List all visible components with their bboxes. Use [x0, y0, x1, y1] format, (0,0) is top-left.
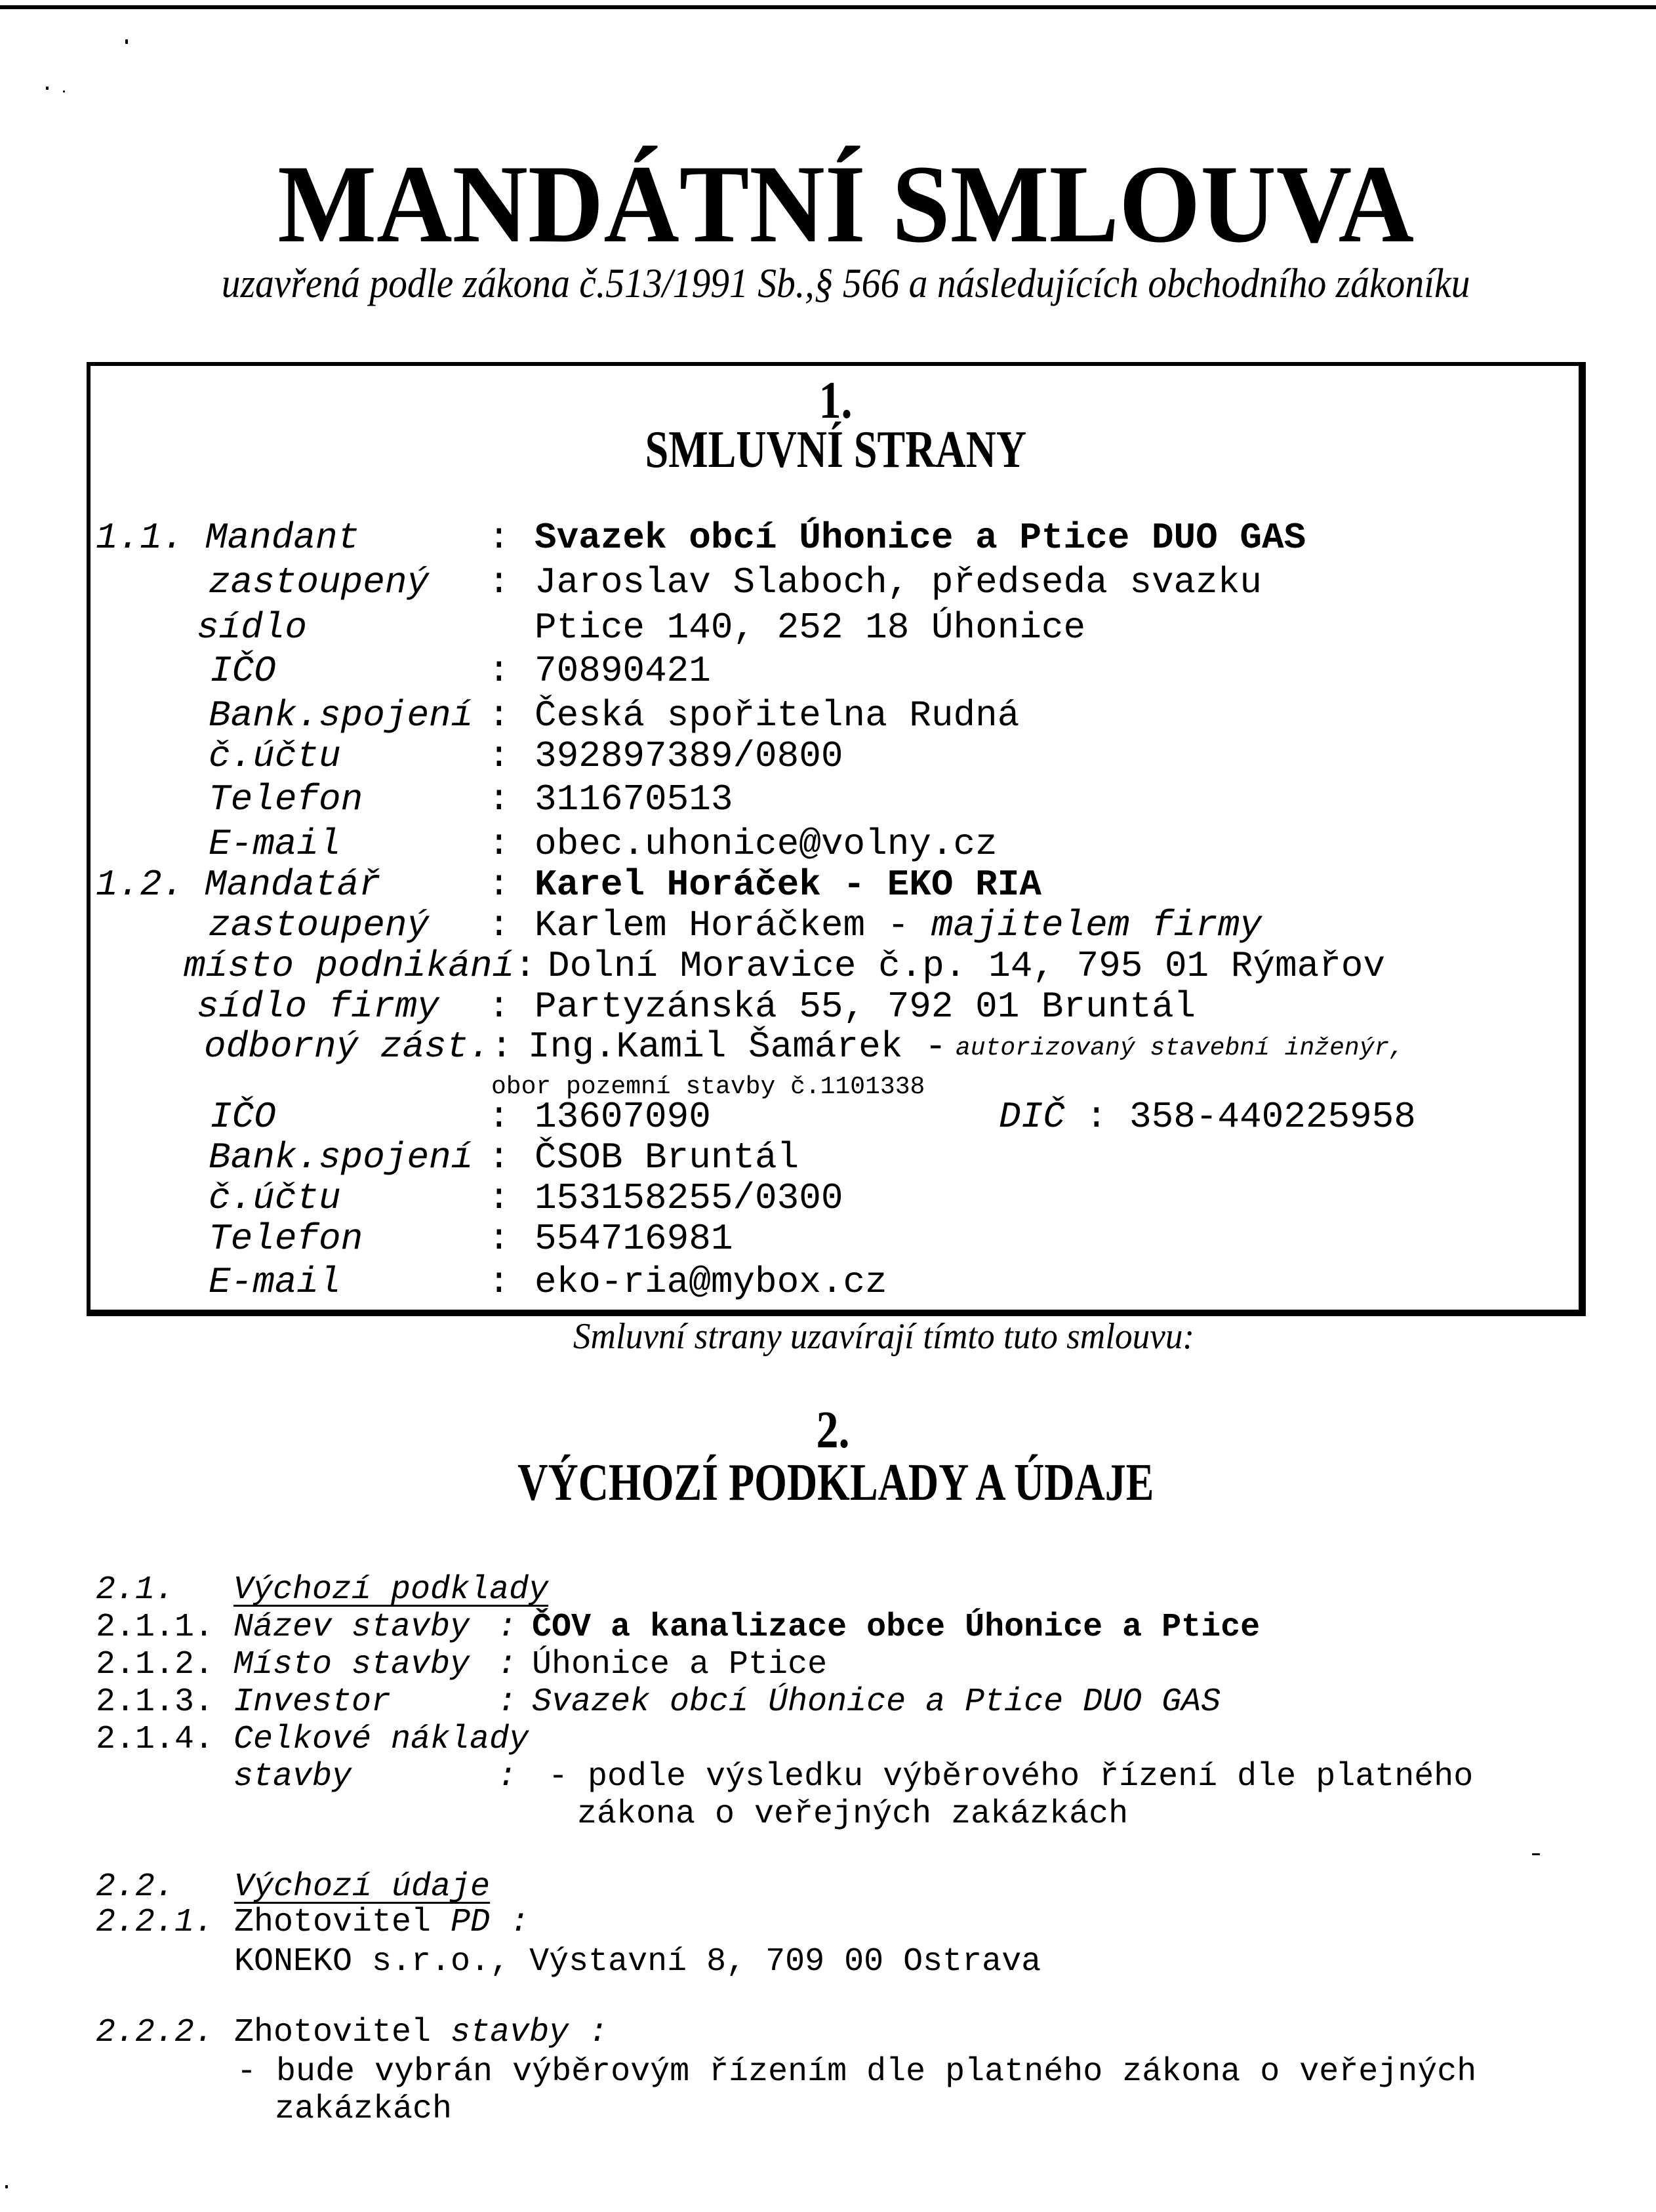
field-separator: : — [514, 945, 536, 987]
field-value: zákona o veřejných zakázkách — [577, 1796, 1129, 1833]
party-row — [0, 561, 1656, 603]
field-value: obec.uhonice@volny.cz — [535, 823, 998, 865]
basis-row-continuation — [0, 1758, 1656, 1796]
party-row — [0, 1261, 1656, 1303]
party-row — [0, 986, 1656, 1028]
field-label: Bank.spojení — [209, 1136, 474, 1178]
field-label: Telefon — [209, 778, 363, 820]
section-2-heading — [0, 1454, 1656, 1512]
field-label: odborný zást. — [204, 1026, 491, 1068]
field-separator: : — [488, 1096, 510, 1138]
clause-number: 2.1.4. — [96, 1721, 214, 1758]
basis-row-continuation — [0, 1798, 1656, 1831]
field-separator: : — [488, 823, 510, 865]
party-row — [0, 735, 1656, 777]
party-row — [0, 1136, 1656, 1178]
top-rule — [0, 5, 1656, 9]
field-value: 153158255/0300 — [535, 1177, 843, 1219]
section-2-heading-text: VÝCHOZÍ PODKLADY A ÚDAJE — [517, 1454, 1154, 1512]
field-value — [535, 904, 1262, 946]
field-label: Telefon — [209, 1218, 363, 1260]
section-1-heading-text: SMLUVNÍ STRANY — [645, 421, 1026, 479]
field-label-em: stavby : — [431, 2014, 609, 2051]
field-separator: : — [488, 1136, 510, 1178]
clause-number: 1.2. — [96, 864, 184, 906]
party-row-mandant — [0, 517, 1656, 559]
field-value: - bude vybrán výběrovým řízením dle platného zákona o veřejných — [237, 2053, 1477, 2091]
field-separator: : — [488, 650, 510, 692]
clause-number: 2.1.1. — [96, 1609, 214, 1646]
field-label: zastoupený — [209, 561, 430, 603]
field-value: ČSOB Bruntál — [535, 1136, 799, 1178]
field-value-note: majitelem firmy — [931, 904, 1262, 946]
field-value-continuation: obor pozemní stavby č.1101338 — [491, 1073, 925, 1101]
document-title-text: MANDÁTNÍ SMLOUVA — [277, 142, 1415, 266]
field-label: sídlo firmy — [197, 986, 439, 1028]
party-row — [0, 778, 1656, 820]
field-value: 554716981 — [535, 1218, 733, 1260]
field-label: IČO — [210, 1096, 276, 1138]
field-value: Dolní Moravice č.p. 14, 795 01 Rýmařov — [548, 945, 1386, 987]
dic-separator: : — [1085, 1096, 1108, 1138]
field-label: č.účtu — [209, 735, 341, 777]
scan-speck — [5, 2185, 8, 2188]
field-label — [234, 1906, 529, 1939]
data-row-value — [0, 1943, 1656, 1981]
field-value: Ing.Kamil Šamárek - — [528, 1026, 947, 1068]
field-label: IČO — [210, 650, 276, 692]
basis-row — [0, 1683, 1656, 1721]
party-row — [0, 650, 1656, 692]
clause-number: 1.1. — [96, 517, 184, 559]
clause-number: 2.1.3. — [96, 1683, 214, 1721]
scan-speck — [46, 87, 49, 90]
party-row — [0, 1096, 1656, 1138]
field-label: zastoupený — [209, 904, 430, 946]
field-separator: : — [491, 1026, 513, 1068]
field-label: stavby — [233, 1758, 352, 1796]
clause-number: 2.2.2. — [96, 2014, 214, 2051]
field-value: 392897389/0800 — [535, 735, 843, 777]
field-value: Úhonice a Ptice — [532, 1646, 828, 1683]
basis-row — [0, 1611, 1656, 1644]
field-value: 13607090 — [535, 1096, 711, 1138]
field-label: č.účtu — [209, 1177, 341, 1219]
field-value: Česká spořitelna Rudná — [535, 694, 1020, 736]
field-separator: : — [488, 778, 510, 820]
party-row-mandatar — [0, 864, 1656, 906]
party-row — [0, 1026, 1656, 1068]
field-label: sídlo — [197, 607, 308, 649]
field-separator: : — [488, 517, 510, 559]
document-subtitle — [0, 262, 1656, 304]
party-row — [0, 823, 1656, 865]
field-separator: : — [497, 1609, 517, 1646]
section-2-number — [0, 1401, 1656, 1459]
field-label: Mandatář — [205, 864, 381, 906]
field-separator: : — [497, 1683, 517, 1721]
document-title — [0, 142, 1656, 266]
section-1-number — [0, 372, 1656, 430]
field-label: E-mail — [209, 1261, 341, 1303]
field-value-note: autorizovaný stavební inženýr, — [956, 1034, 1405, 1062]
field-separator: : — [488, 904, 510, 946]
field-value: zakázkách — [275, 2091, 453, 2128]
subsection-heading — [0, 1571, 1656, 1609]
data-row-value — [0, 2093, 1656, 2126]
field-label: Celkové náklady — [233, 1721, 529, 1758]
field-separator: : — [488, 735, 510, 777]
section-1-heading — [0, 421, 1656, 479]
field-separator: : — [488, 986, 510, 1028]
basis-row — [0, 1646, 1656, 1683]
field-separator: : — [488, 1261, 510, 1303]
field-label: Investor — [233, 1683, 392, 1721]
scan-speck — [1532, 1853, 1540, 1855]
field-separator: : — [488, 694, 510, 736]
closing-statement — [0, 1318, 1656, 1355]
field-value: Svazek obcí Úhonice a Ptice DUO GAS — [535, 517, 1306, 559]
subsection-title: Výchozí podklady — [233, 1571, 549, 1609]
field-label: Název stavby — [233, 1609, 470, 1646]
field-value: Jaroslav Slaboch, předseda svazku — [535, 561, 1262, 603]
field-value: Partyzánská 55, 792 01 Bruntál — [535, 986, 1196, 1028]
field-label: Bank.spojení — [209, 694, 474, 736]
field-separator: : — [488, 864, 510, 906]
field-separator: : — [497, 1646, 517, 1683]
field-label-em: PD : — [431, 1904, 530, 1941]
clause-number: 2.2. — [96, 1868, 175, 1906]
field-label: místo podnikání — [184, 945, 515, 987]
data-row — [0, 2014, 1656, 2051]
field-label: Místo stavby — [233, 1646, 470, 1683]
field-label — [234, 2014, 609, 2051]
field-value: ČOV a kanalizace obce Úhonice a Ptice — [532, 1609, 1261, 1646]
section-2-number-text: 2. — [816, 1401, 850, 1459]
field-label-main: Zhotovitel — [234, 1904, 432, 1941]
field-label: Mandant — [205, 517, 360, 559]
scan-speck — [125, 39, 128, 44]
party-row — [0, 1177, 1656, 1219]
party-row — [0, 607, 1656, 649]
clause-number: 2.2.1. — [96, 1904, 214, 1941]
field-value: eko-ria@mybox.cz — [535, 1261, 887, 1303]
subsection-heading — [0, 1868, 1656, 1906]
field-separator: : — [488, 1177, 510, 1219]
party-row — [0, 694, 1656, 736]
closing-statement-text: Smluvní strany uzavírají tímto tuto smlouvu: — [573, 1316, 1195, 1357]
dic-value: 358-440225958 — [1129, 1096, 1416, 1138]
subsection-title: Výchozí údaje — [234, 1868, 491, 1906]
field-value: 70890421 — [535, 650, 711, 692]
field-value: Svazek obcí Úhonice a Ptice DUO GAS — [532, 1683, 1221, 1721]
scan-speck — [63, 90, 65, 92]
dic-label: DIČ — [999, 1096, 1065, 1138]
party-row — [0, 904, 1656, 946]
field-value-main: Karlem Horáčkem - — [535, 904, 931, 946]
section-1-number-text: 1. — [818, 372, 853, 430]
basis-row — [0, 1723, 1656, 1756]
field-value: Ptice 140, 252 18 Úhonice — [535, 607, 1086, 649]
data-row-value — [0, 2053, 1656, 2091]
party-row — [0, 1218, 1656, 1260]
clause-number: 2.1. — [96, 1571, 175, 1609]
data-row — [0, 1906, 1656, 1939]
clause-number: 2.1.2. — [96, 1646, 214, 1683]
field-value: Karel Horáček - EKO RIA — [535, 864, 1041, 906]
field-separator: : — [497, 1758, 517, 1796]
field-value: KONEKO s.r.o., Výstavní 8, 709 00 Ostrava — [234, 1943, 1041, 1981]
field-value: 311670513 — [535, 778, 733, 820]
field-separator: : — [488, 1218, 510, 1260]
field-value: - podle výsledku výběrového řízení dle platného — [548, 1758, 1474, 1796]
field-label: E-mail — [209, 823, 341, 865]
field-separator: : — [488, 561, 510, 603]
document-subtitle-text: uzavřená podle zákona č.513/1991 Sb.,§ 566 a následujících obchodního zákoníku — [222, 260, 1470, 306]
party-row — [0, 945, 1656, 987]
field-label-main: Zhotovitel — [234, 2014, 432, 2051]
